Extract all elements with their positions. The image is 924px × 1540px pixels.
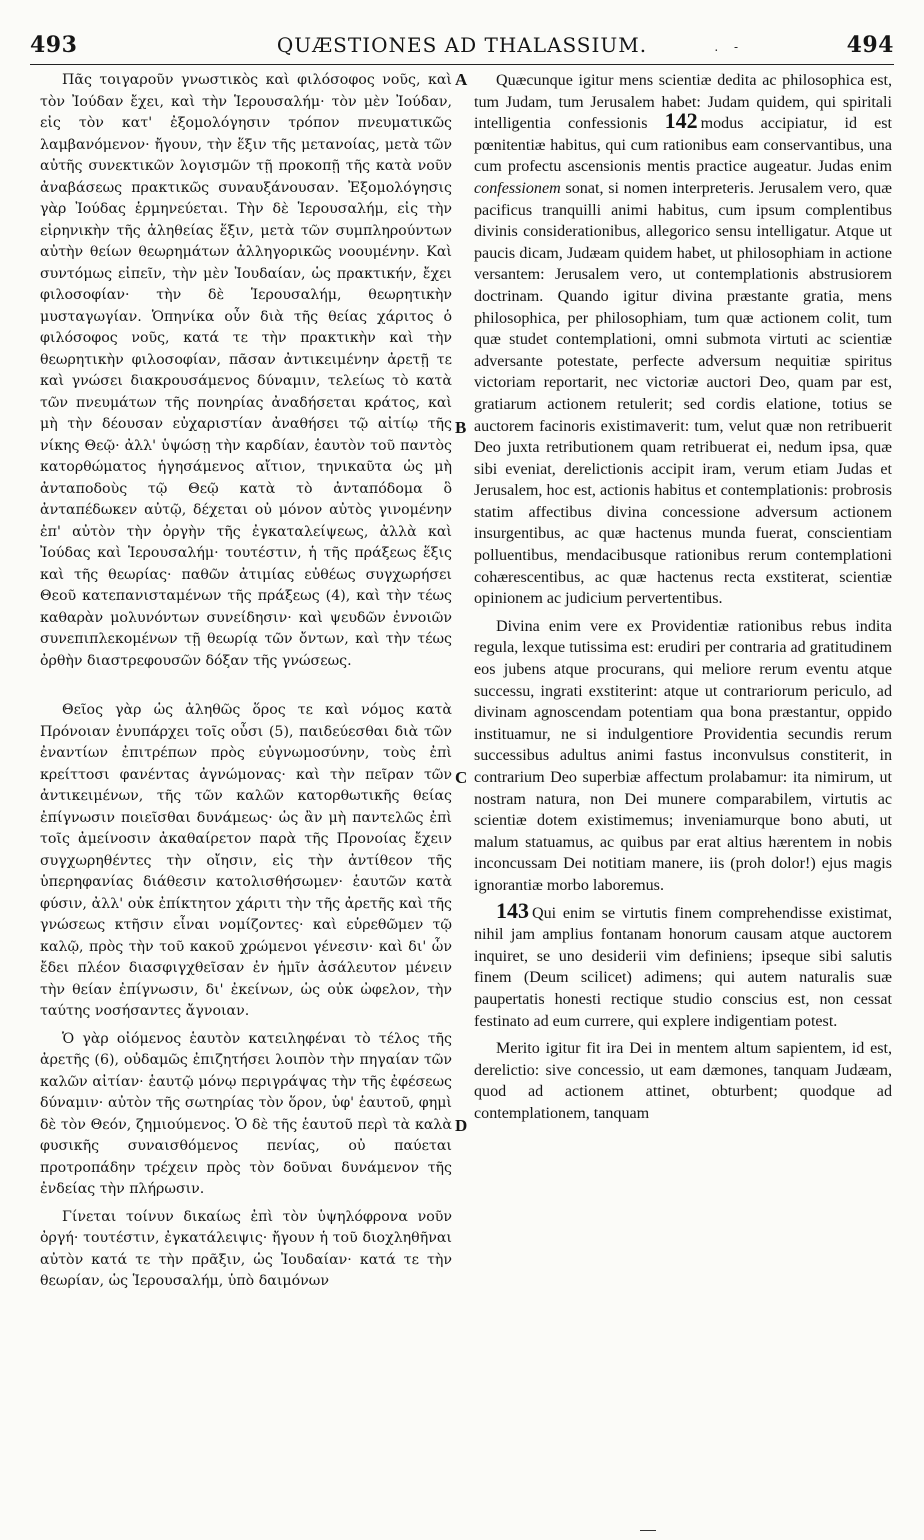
greek-paragraph-1: Πᾶς τοιγαροῦν γνωστικὸς καὶ φιλόσοφος νοῦς, καὶ τὸν Ἰούδαν ἔχει, καὶ τὴν Ἱερουσαλήμ· τὸν μὲν Ἰούδαν, εἰς τὸν κατ' ἐξομολόγησιν τρόπον πνευματικῶς λαμβανόμενον· ἤγουν, τὴν ἕξιν τῆς μετανοίας, μετὰ τῶν αὐτῆς συνεκτικῶν λογισμῶν τῇ προκοπῇ τῆς κατὰ νοῦν ἀναβάσεως πρακτικῶς συναυξάνουσαν. Ἐξομολόγησις γὰρ Ἰούδας ἑρμηνεύεται. Τὴν δὲ Ἱερουσαλήμ, εἰς τὴν εἰρηνικὴν τῆς ἀληθείας ἕξιν, μετὰ τῶν συμπληρούντων αὐτὴν θείων θεωρημάτων ἀλληγορικῶς νοουμένην. Καὶ συντόμως εἰπεῖν, τὴν μὲν Ἰουδαίαν, ὡς πρακτικήν, ἔχει φιλοσοφίαν· τὴν δὲ Ἱερουσαλήμ, θεωρητικὴν μυσταγωγίαν. Ὁπηνίκα οὖν διὰ τῆς θείας χάριτος ὁ φιλόσοφος νοῦς, κατά τε τὴν πρακτικὴν καὶ τὴν θεωρητικὴν φιλοσοφίαν, πᾶσαν ἀντικειμένην ἀρετῇ τε καὶ γνώσει διακρουσάμενος δύναμιν, τελείως τὸ κατὰ τῶν πνευμάτων τῆς πονηρίας ἀναδήσεται κράτος, καὶ μὴ τὴν δέουσαν εὐχαριστίαν ἀναθήσει τῷ αἰτίῳ τῆς νίκης Θεῷ· ἀλλ' ὑψώσῃ τὴν καρδίαν, ἑαυτὸν τοῦ παντὸς κατορθώματος ἡγησάμενος αἴτιον, τηνικαῦτα ὡς μὴ ἀνταποδοὺς τῷ Θεῷ κατὰ τὸ ἀνταπόδομα ὃ ἀνταπέδωκεν αὐτῷ, δέχεται οὐ μόνον αὐτὸς γινομένην ἐπ' αὐτὸν τὴν ὀργὴν τῆς ἐγκαταλείψεως, ἀλλὰ καὶ Ἰούδας καὶ Ἱερουσαλήμ· τουτέστιν, ἡ τῆς πράξεως ἕξις καὶ τῆς θεωρίας· παθῶν ἀτιμίας εὐθέως συγχωρήσει Θεοῦ κατεπανισταμένων τῆς πράξεως (4), καὶ τὴν τέως καθαρὰν μολυνόντων συνείδησιν· καὶ ψευδῶν ἐννοιῶν συνεπιπλεκομένων τῇ θεωρίᾳ τῶν ὄντων, καὶ τὴν τέως ὀρθὴν διαστρεφουσῶν δόξαν τῆς γνώσεως. [40, 72, 452, 669]
margin-letter-b: B [455, 418, 467, 437]
latin-p1-part-b: modus accipiatur, id est pœnitentiæ habitus, qui cum rationibus eam conservantibus, una cum profectu ascensionis mentis practice augeatur. Judas enim [474, 115, 892, 176]
greek-paragraph-2: Θεῖος γὰρ ὡς ἀληθῶς ὅρος τε καὶ νόμος κατὰ Πρόνοιαν ἐνυπάρχει τοῖς οὖσι (5), παιδεύεσθαι διὰ τῶν ἐναντίων ἐπιτρέπων πρὸς εὐγνωμοσύνην, τοὺς ἐπὶ κρείττοσι φανέντας ἀγνώμονας· καὶ τὴν πεῖραν τῶν ἀντικειμένων, τῆς τῶν καλῶν κατορθωτικῆς θείας ἐπίγνωσιν ποιεῖσθαι δυνάμεως· ὡς ἂν μὴ παντελῶς ἐπὶ τοῖς ἀμείνοσιν ἀκαθαίρετον παρὰ τῆς Προνοίας ἔχειν συγχωρηθέντες τὴν οἴησιν, εἰς τὴν ἀντίθεον τῆς ὑπερηφανίας διάθεσιν κατολισθήσωμεν· ἑαυτῶν κατὰ φύσιν, ἀλλ' οὐκ ἐπίκτητον χάριτι τὴν τῆς ἀρετῆς καὶ τῆς γνώσεως κτῆσιν εἶναι νομίζοντες· καὶ εὑρεθῶμεν τῷ καλῷ, πρὸς τὴν τοῦ κακοῦ χρώμενοι γένεσιν· καὶ δι' ὧν ἔδει πλέον διασφιγχθεῖσαν ἐν ἡμῖν ἀσάλευτον μένειν τὴν θείαν ἐπίγνωσιν, δι' ἐκείνων, ὡς οὐκ ὠφελον, τὴν ταύτης νοσήσαντες ἄγνοιαν. [40, 702, 452, 1019]
greek-paragraph-4: Γίνεται τοίνυν δικαίως ἐπὶ τὸν ὑψηλόφρονα νοῦν ὀργή· τουτέστιν, ἐγκατάλειψις· ἤγουν ἡ τοῦ διοχληθῆναι αὐτὸν κατά τε τὴν πρᾶξιν, ὡς Ἰουδαίαν· κατά τε τὴν θεωρίαν, ὡς Ἱερουσαλήμ, ὑπὸ δαιμόνων [40, 1208, 452, 1289]
paragraph-gap [40, 672, 452, 700]
column-number-143: 143 [496, 897, 529, 923]
latin-paragraph-3 [474, 897, 892, 1033]
greek-column [40, 70, 452, 1293]
latin-p1-part-c: sonat, si nomen interpreteris. Jerusalem vero, quæ pacificus tranquilli animi habitus, cum ipsum complentibus divinis considerationibus, allegorico sensu intelligatur. Atque ut paucis dicam, Judæam quidem habet, ut philosophiam in actione versantem: Jerusalem vero, ut contemplationis abstrusiorem doctrinam. Quando igitur divina præstante gratia, mens philosophica, per philosophiam, tum quæ actionem colit, tum quæ studet contemplationi, omni submota virtuti ac scientiæ adversante potestate, perfecte adversum nequitiæ spiritus victoriam reportarit, nec victoriæ auctori Deo, quam par est, gratiarum actionem retulerit; sed cordis elatione, totius se auctorem facinoris existimaverit: tum, velut quæ non retribuerit Deo juxta retributionem quam retribuerat ei, nedum ipsa, quæ sibi eveniat, derelictionis accipit iram, verum etiam Judas et Jerusalem, hoc est, actionis habitus et contemplationis: probrosis statim affectibus divina concessione adversum actionem insurgentibus, ac quæ hactenus munda fuerat, conscientiam polluentibus, mendacibusque rationibus rerum contemplationi cohærescentibus, ac quæ hactenus recta exstiterat, scientiæ opinionem ac judicium pervertentibus. [474, 179, 892, 608]
column-number-142: 142 [664, 108, 698, 134]
latin-p1-part-a: Quæcunque igitur mens scientiæ dedita ac philosophica est, tum Judam, tum Jerusalem habet: Judam quidem, qui spiritali intelligentia confessionis [474, 72, 892, 133]
running-header [30, 30, 894, 65]
margin-letter-c: C [455, 768, 468, 787]
latin-column [474, 70, 892, 1125]
greek-paragraph-3: Ὁ γὰρ οἰόμενος ἑαυτὸν κατειληφέναι τὸ τέλος τῆς ἀρετῆς (6), οὐδαμῶς ἐπιζητήσει λοιπὸν τὴν πηγαίαν τῶν καλῶν αἰτίαν· ἑαυτῷ μόνῳ περιγράψας τὴν τῆς ἐφέσεως δύναμιν· αὐτὸν τῆς σωτηρίας τὸν ὅρον, ὑφ' ἑαυτοῦ, φημὶ δὲ τὸν Θεόν, ζημιούμενος. Ὁ δὲ τῆς ἑαυτοῦ περὶ τὰ καλὰ φυσικῆς συναισθόμενος πενίας, οὐ παύεται προτροπάδην τρέχειν πρὸς τὸν δοῦναι δυνάμενον τῆς ἐνδείας τὴν πλήρωσιν. [40, 1030, 452, 1197]
left-page-number: 493 [30, 32, 78, 58]
running-title: QUÆSTIONES AD THALASSIUM. [276, 33, 648, 57]
latin-paragraph-1 [474, 70, 892, 610]
bottom-mark [640, 1530, 656, 1531]
header-marks: . - [714, 40, 744, 54]
latin-paragraph-2: Divina enim vere ex Providentiæ rationibus rebus indita regula, lexque tutissima est: erudiri per contraria ad gratitudinem eos jubens atque procurans, qui meliore rerum eventu atque successu, ingrati exstiterint: atque ut contrariorum periculo, ad divinam agnoscendam potentiam qua bona præstantur, oppido instituamur, ne si indulgentiore Providentia secundis rerum successibus adultus animi fastus inconvulsus constiterit, in contrarium Deo superbiæ affectum prolabamur: ita nimirum, ut nostram natura, non Dei munere comparabilem, virtutis ac scientiæ dotem existimemus; inveniamurque bono abuti, ut malum statuamus, ac quibus par erat altius hærentem in nobis inconcussam Dei notitiam manere, iis (proh dolor!) ejus magis ignorantiæ morbo laboremus. [474, 617, 892, 894]
margin-letter-d: D [455, 1116, 468, 1135]
right-page-number: 494 [846, 32, 894, 58]
latin-paragraph-4: Merito igitur fit ira Dei in mentem altum sapientem, id est, derelictio: sive concessio, ut eam dæmones, tanquam Judæam, quod ad actionem attinet, obturbent; quodque ad contemplationem, tanquam [474, 1040, 892, 1122]
latin-p3-text: Qui enim se virtutis finem comprehendisse existimat, nihil jam amplius fontanam honorum causam atque auctorem inquiret, se uno desiderii vim definiens; ipseque sibi salutis finem (Deum scilicet) adimens; qui autem naturalis suæ paupertatis honesti rectique studio conscius est, non cessat festinato ad eum currere, qui explere indigentiam potest. [474, 904, 892, 1030]
latin-emphasis: confessionem [474, 179, 561, 197]
margin-letter-a: A [455, 70, 468, 89]
